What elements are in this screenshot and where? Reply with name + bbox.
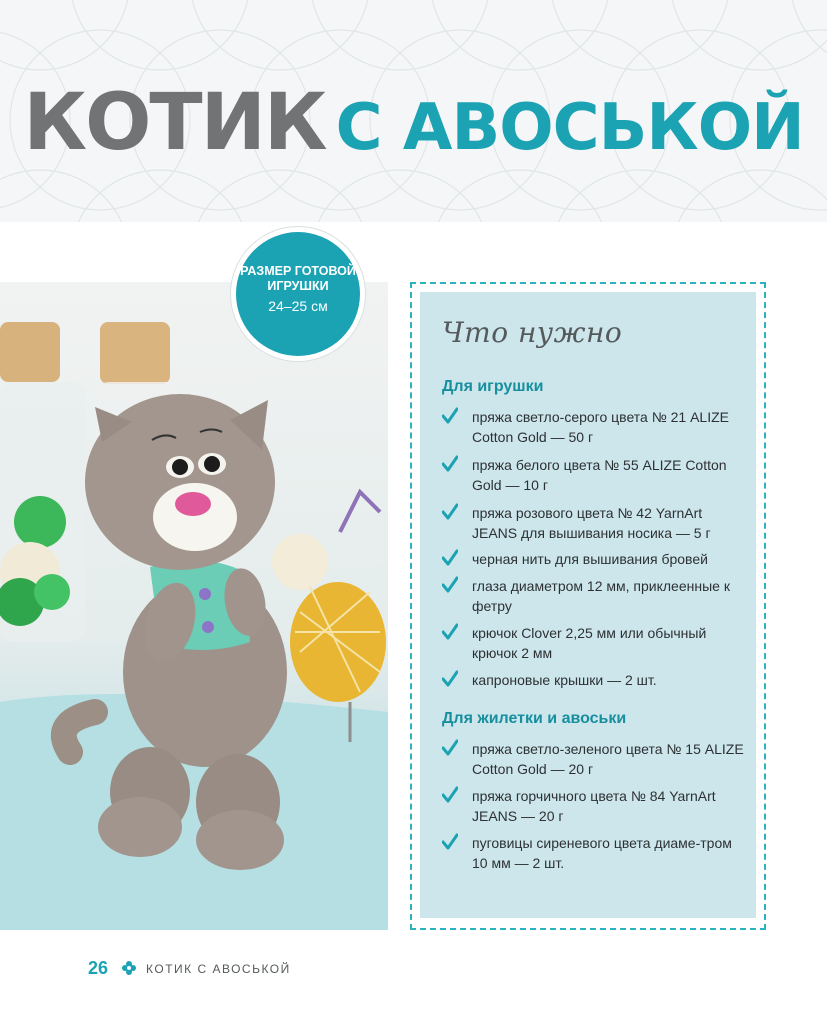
size-badge xyxy=(236,232,360,356)
list-item-text: крючок Clover 2,25 мм или обычный крючок 2 мм xyxy=(472,625,707,661)
panel-heading: Что нужно xyxy=(442,316,623,349)
checkmark-icon xyxy=(442,786,458,804)
list-item-text: глаза диаметром 12 мм, приклеенные к фетру xyxy=(472,578,730,614)
list-item-text: пряжа светло-зеленого цвета № 15 ALIZE Cotton Gold — 20 г xyxy=(472,741,744,777)
checkmark-icon xyxy=(442,549,458,567)
checkmark-icon xyxy=(442,407,458,425)
checkmark-icon xyxy=(442,623,458,641)
checkmark-icon xyxy=(442,503,458,521)
checkmark-icon xyxy=(442,670,458,688)
list-item-text: пуговицы сиреневого цвета диаме-тром 10 мм — 2 шт. xyxy=(472,835,732,871)
page-number: 26 xyxy=(88,958,109,978)
title-sub: С АВОСЬКОЙ xyxy=(335,91,804,165)
footer-title: КОТИК С АВОСЬКОЙ xyxy=(146,962,291,976)
list-item-text: капроновые крышки — 2 шт. xyxy=(472,672,657,688)
list-item-text: пряжа белого цвета № 55 ALIZE Cotton Gold — 10 г xyxy=(472,457,727,493)
materials-panel xyxy=(420,292,756,918)
page-title xyxy=(0,78,827,168)
list-item-text: пряжа горчичного цвета № 84 YarnArt JEANS — 20 г xyxy=(472,788,716,824)
checkmark-icon xyxy=(442,833,458,851)
checkmark-icon xyxy=(442,455,458,473)
title-main: КОТИК xyxy=(23,78,326,168)
amigurumi-cat-illustration xyxy=(0,282,388,930)
section-title-vest: Для жилетки и авоськи xyxy=(442,710,627,727)
list-item-text: пряжа розового цвета № 42 YarnArt JEANS для вышивания носика — 5 г xyxy=(472,505,711,541)
checkmark-icon xyxy=(442,739,458,757)
section-title-toy: Для игрушки xyxy=(442,378,544,395)
checkmark-icon xyxy=(442,576,458,594)
flower-icon xyxy=(122,961,136,975)
list-item-text: черная нить для вышивания бровей xyxy=(472,551,708,567)
size-badge-line2: ИГРУШКИ xyxy=(267,279,329,293)
cat-photo xyxy=(0,282,388,930)
size-badge-line1: РАЗМЕР ГОТОВОЙ xyxy=(240,264,356,278)
size-badge-value: 24–25 см xyxy=(268,298,328,314)
list-item-text: пряжа светло-серого цвета № 21 ALIZE Cotton Gold — 50 г xyxy=(472,409,729,445)
